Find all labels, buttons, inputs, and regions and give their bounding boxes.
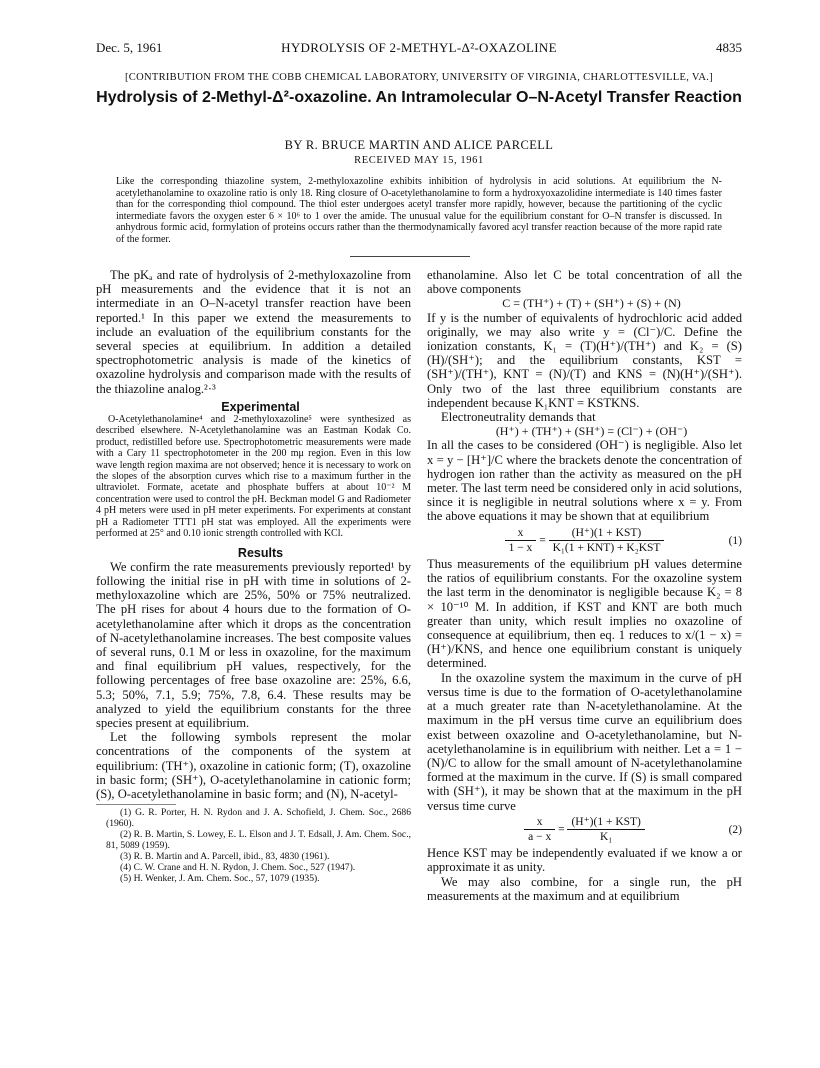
experimental-text: O-Acetylethanolamine⁴ and 2-methyloxazoline⁵ were synthesized as described elsewhere. N-Acetylethanolamine was an Eastman Kodak Co. product, redistilled before use. Spectrophotometric measurements were made with a Cary 11 spectrophotometer in the 200 mμ region. Even in this low wave length region maxima are not observed; hence it is necessary to work on the slopes of the absorption curves which rise to a maximum further in the ultraviolet. Formate, acetate and phosphate buffers at about 10⁻² M concentration were used to control the pH. Beckman model G and Radiometer 4 pH meters were used in pH meter experiments. For experiments at constant pH a Radiometer TTT1 pH stat was employed. All the experiments were performed at 25° and 0.10 ionic strength controlled with KCl. [96,414,411,540]
body-paragraph: In all the cases to be considered (OH⁻) is negligible. Also let x = y − [H⁺]/C where the brackets denote the concentration of hydrogen ion rather than the activity as measured on the pH meter. The last term need be considered only in acid solutions, since it is negligible in neutral solutions where x = y. From the above equations it may be shown that at equilibrium [427,438,742,524]
paper-title: Hydrolysis of 2-Methyl-Δ²-oxazoline. An Intramolecular O–N-Acetyl Transfer Reaction [96,89,742,106]
left-column [96,268,411,884]
footnote: (2) R. B. Martin, S. Lowey, E. L. Elson and J. T. Edsall, J. Am. Chem. Soc., 81, 5089 (1959). [106,829,411,852]
results-heading: Results [237,545,284,560]
body-paragraph: Thus measurements of the equilibrium pH values determine the ratios of equilibrium constants. For the oxazoline system the last term in the denominator is negligible because K₂ = 8 × 10⁻¹⁰ M. In addition, if KST and KNT are both much greater than unity, which result implies no oxazoline of consequence at equilibrium, then eq. 1 reduces to x/(1 − x) = (H⁺)/KNS, and hence one equilibrium constant is uniquely determined. [427,557,742,671]
body-paragraph: If y is the number of equivalents of hydrochloric acid added originally, we may also write y = (Cl⁻)/C. Define the ionization constants, K₁ = (T)(H⁺)/(TH⁺) and K₂ = (S)(H)/(SH⁺); and the equilibrium constants, KST = (SH⁺)/(TH⁺), KNT = (N)/(T) and KNS = (N)(H⁺)/(SH⁺). Only two of the last three equilibrium constants are independent because K₁KNT = KSTKNS. [427,310,742,410]
abstract: Like the corresponding thiazoline system, 2-methyloxazoline exhibits inhibition of hydrolysis in acid solutions. At equilibrium the N-acetylethanolamine to oxazoline ratio is only 18. Ring closure of O-acetylethanolamine to form a hydroxyoxazolidine intermediate is 140 times faster than for the corresponding thiol compound. The thiol ester undergoes acetyl transfer more rapidly, however, because the partitioning of the cyclic intermediate favors the oxygen ester 6 × 10⁶ to 1 over the amide. The unusual value for the equilibrium constant for O–N transfer is discussed. In anhydrous formic acid, formylation of proteins occurs rather than the thermodynamically favored acyl transfer reaction because of the more rapid rate of the former. [116,176,722,245]
header-page-number: 4835 [716,40,742,55]
abstract-divider [350,256,470,257]
equation-electroneutrality: (H⁺) + (TH⁺) + (SH⁺) = (Cl⁻) + (OH⁻) [495,424,688,439]
footnote: (3) R. B. Martin and A. Parcell, ibid., 83, 4830 (1961). [120,851,330,863]
received-date: RECEIVED MAY 15, 1961 [354,155,484,166]
footnote: (4) C. W. Crane and H. N. Rydon, J. Chem. Soc., 527 (1947). [120,862,356,874]
eq1-rhs: $\frac{\text{(H⁺)(1 + KST)}}{\text{K₁(1 + KNT) + K₂KST}}$ [549,526,665,555]
results-paragraph-2: Let the following symbols represent the molar concentrations of the components of the system at equilibrium: (TH⁺), oxazoline in cationic form; (T), oxazoline in basic form; (SH⁺), O-acetylethanolamine in cationic form; (S), O-acetylethanolamine in basic form; and (N), N-acetyl- [96,730,411,801]
authors-line: BY R. BRUCE MARTIN AND ALICE PARCELL [284,138,554,152]
eq2-number: (2) [728,823,742,836]
equation-2: $\frac{x}{a - x}$ = $\frac{\text{(H⁺)(1 + KST)}}{\text{K₁}}$ (2) [427,815,742,844]
body-paragraph: Electroneutrality demands that [441,410,596,425]
contribution-line: [CONTRIBUTION FROM THE COBB CHEMICAL LABORATORY, UNIVERSITY OF VIRGINIA, CHARLOTTESVILLE, VA.] [124,72,714,83]
body-paragraph: ethanolamine. Also let C be total concentration of all the above components [427,268,742,297]
header-running-title: HYDROLYSIS OF 2-METHYL-Δ²-OXAZOLINE [281,40,557,55]
footnote: (5) H. Wenker, J. Am. Chem. Soc., 57, 1079 (1935). [120,873,320,885]
body-paragraph: Hence KST may be independently evaluated if we know a or approximate it as unity. [427,846,742,875]
eq1-lhs: $\frac{x}{1 - x}$ [505,526,537,555]
footnote-divider [96,804,176,805]
results-paragraph-1: We confirm the rate measurements previously reported¹ by following the initial rise in pH with time in solutions of 2-methyloxazoline which are 25%, 50% or 75% neutralized. The pH rises for about 4 hours due to the formation of O-acetylethanolamine after which it drops as the concentration of N-acetylethanolamine increases. The best composite values of several runs, 0.1 M or less in oxazoline, for the maximum and final equilibrium pH values, respectively, for the following percentages of free base oxazoline are: 25%, 6.6, 5.3; 50%, 7.1, 5.9; 75%, 7.8, 6.4. These results may be analyzed to yield the equilibrium constants for the three species present at equilibrium. [96,559,411,730]
header-date: Dec. 5, 1961 [96,40,163,55]
eq1-number: (1) [728,534,742,547]
right-column [427,268,742,903]
experimental-heading: Experimental [221,399,300,414]
eq2-rhs: $\frac{\text{(H⁺)(1 + KST)}}{\text{K₁}}$ [567,815,644,844]
body-paragraph: We may also combine, for a single run, the pH measurements at the maximum and at equilibrium [427,874,742,903]
running-header [96,40,742,60]
equation-total-concentration: C = (TH⁺) + (T) + (SH⁺) + (S) + (N) [502,296,681,311]
eq2-lhs: $\frac{x}{a - x}$ [524,815,555,844]
footnote: (1) G. R. Porter, H. N. Rydon and J. A. Schofield, J. Chem. Soc., 2686 (1960). [106,807,411,830]
body-paragraph: In the oxazoline system the maximum in the curve of pH versus time is due to the formation of O-acetylethanolamine at a much greater rate than N-acetylethanolamine. At the maximum in the pH versus time curve an equilibrium does exist between oxazoline and O-acetylethanolamine, but N-acetylethanolamine is in equilibrium with neither. Let a = 1 − (N)/C to allow for the small amount of N-acetylethanolamine formed at the maximum in the curve. If (S) is small compared with (SH⁺), it may be shown that at the maximum in the pH versus time curve [427,670,742,813]
intro-paragraph: The pKₐ and rate of hydrolysis of 2-methyloxazoline from pH measurements and the evidence that it is not an intermediate in an O–N-acetyl transfer reaction have been reported.¹ In this paper we extend the measurements to include an evaluation of the equilibrium constants for the several species at equilibrium. In addition a detailed spectrophotometric analysis is made of the kinetics of oxazoline hydrolysis and comparison made with the results of the thiazoline analog.²·³ [96,268,411,396]
equation-1: $\frac{x}{1 - x}$ = $\frac{\text{(H⁺)(1 + KST)}}{\text{K₁(1 + KNT) + K₂KST}}$ (1) [427,526,742,555]
